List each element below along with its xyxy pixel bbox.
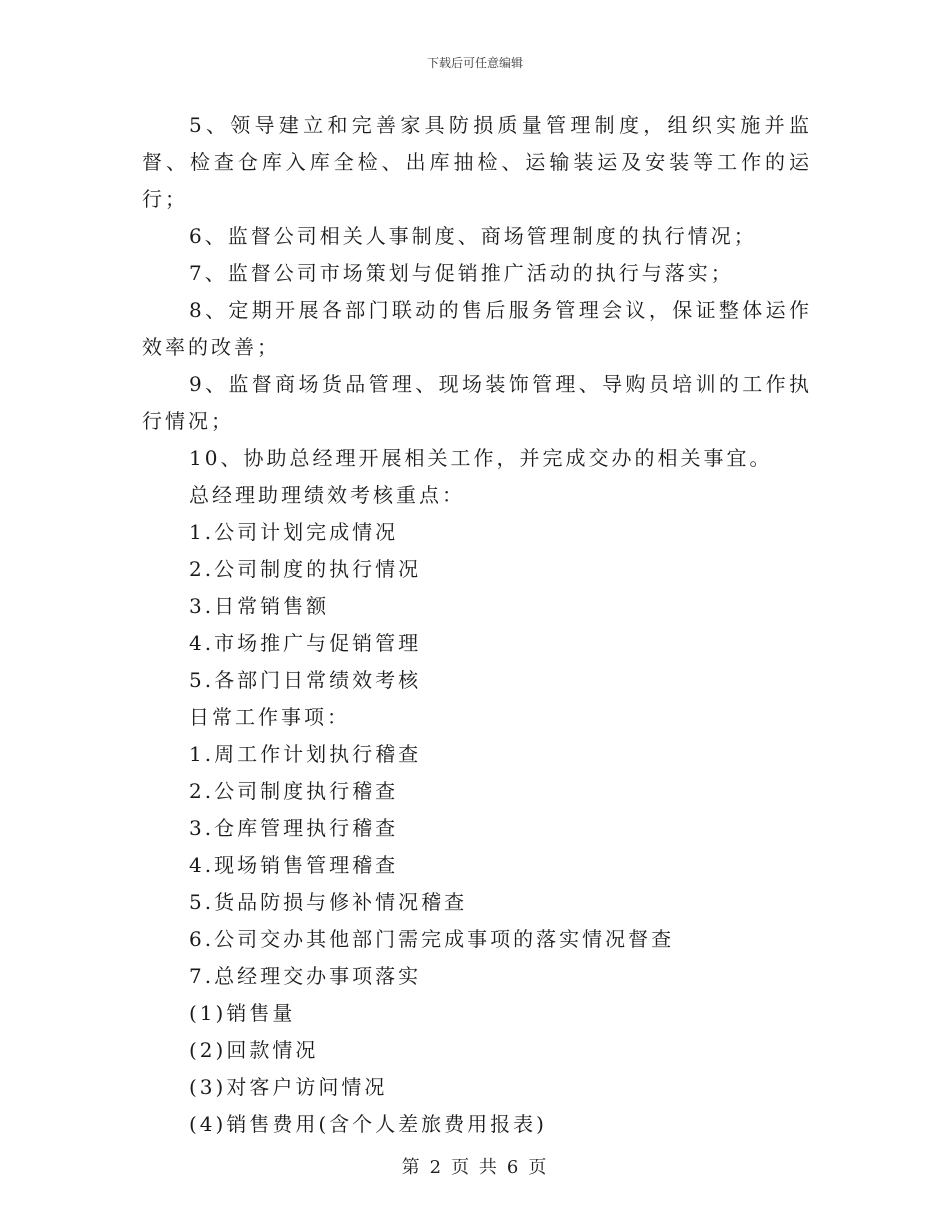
sub-item: (4)销售费用(含个人差旅费用报表)	[189, 1112, 547, 1136]
kpi-item: 3.日常销售额	[189, 594, 330, 618]
footer-suffix: 页	[528, 1157, 549, 1178]
kpi-item: 4.市场推广与促销管理	[189, 631, 422, 655]
duty-item-6: 6、监督公司相关人事制度、商场管理制度的执行情况；	[189, 224, 757, 248]
duty-item-9: 9、监督商场货品管理、现场装饰管理、导购员培训的工作执行情况；	[142, 372, 812, 433]
duty-item-8: 8、定期开展各部门联动的售后服务管理会议，保证整体运作效率的改善；	[142, 298, 812, 359]
daily-item: 2.公司制度执行稽查	[189, 779, 399, 803]
sub-item: (2)回款情况	[189, 1038, 319, 1062]
kpi-heading: 总经理助理绩效考核重点：	[189, 483, 465, 507]
duty-item-10: 10、协助总经理开展相关工作，并完成交办的相关事宜。	[189, 446, 773, 470]
sub-item: (3)对客户访问情况	[189, 1075, 388, 1099]
footer-prefix: 第	[401, 1157, 422, 1178]
daily-item: 4.现场销售管理稽查	[189, 853, 399, 877]
daily-heading: 日常工作事项：	[189, 705, 350, 729]
footer-middle: 页 共	[451, 1157, 499, 1178]
document-body	[142, 107, 812, 1143]
duty-item-5: 5、领导建立和完善家具防损质量管理制度，组织实施并监督、检查仓库入库全检、出库抽检、运输装运及安装等工作的运行；	[142, 113, 812, 211]
kpi-item: 5.各部门日常绩效考核	[189, 668, 422, 692]
header-note: 下载后可任意编辑	[426, 56, 523, 70]
daily-item: 3.仓库管理执行稽查	[189, 816, 399, 840]
current-page-number: 2	[429, 1157, 444, 1178]
daily-item: 1.周工作计划执行稽查	[189, 742, 422, 766]
duty-item-7: 7、监督公司市场策划与促销推广活动的执行与落实；	[189, 261, 734, 285]
kpi-item: 1.公司计划完成情况	[189, 520, 399, 544]
kpi-item: 2.公司制度的执行情况	[189, 557, 422, 581]
daily-item: 7.总经理交办事项落实	[189, 964, 422, 988]
daily-item: 6.公司交办其他部门需完成事项的落实情况督查	[189, 927, 675, 951]
total-pages-number: 6	[506, 1157, 521, 1178]
daily-item: 5.货品防损与修补情况稽查	[189, 890, 468, 914]
sub-item: (1)销售量	[189, 1001, 296, 1025]
page-footer	[0, 1153, 950, 1179]
